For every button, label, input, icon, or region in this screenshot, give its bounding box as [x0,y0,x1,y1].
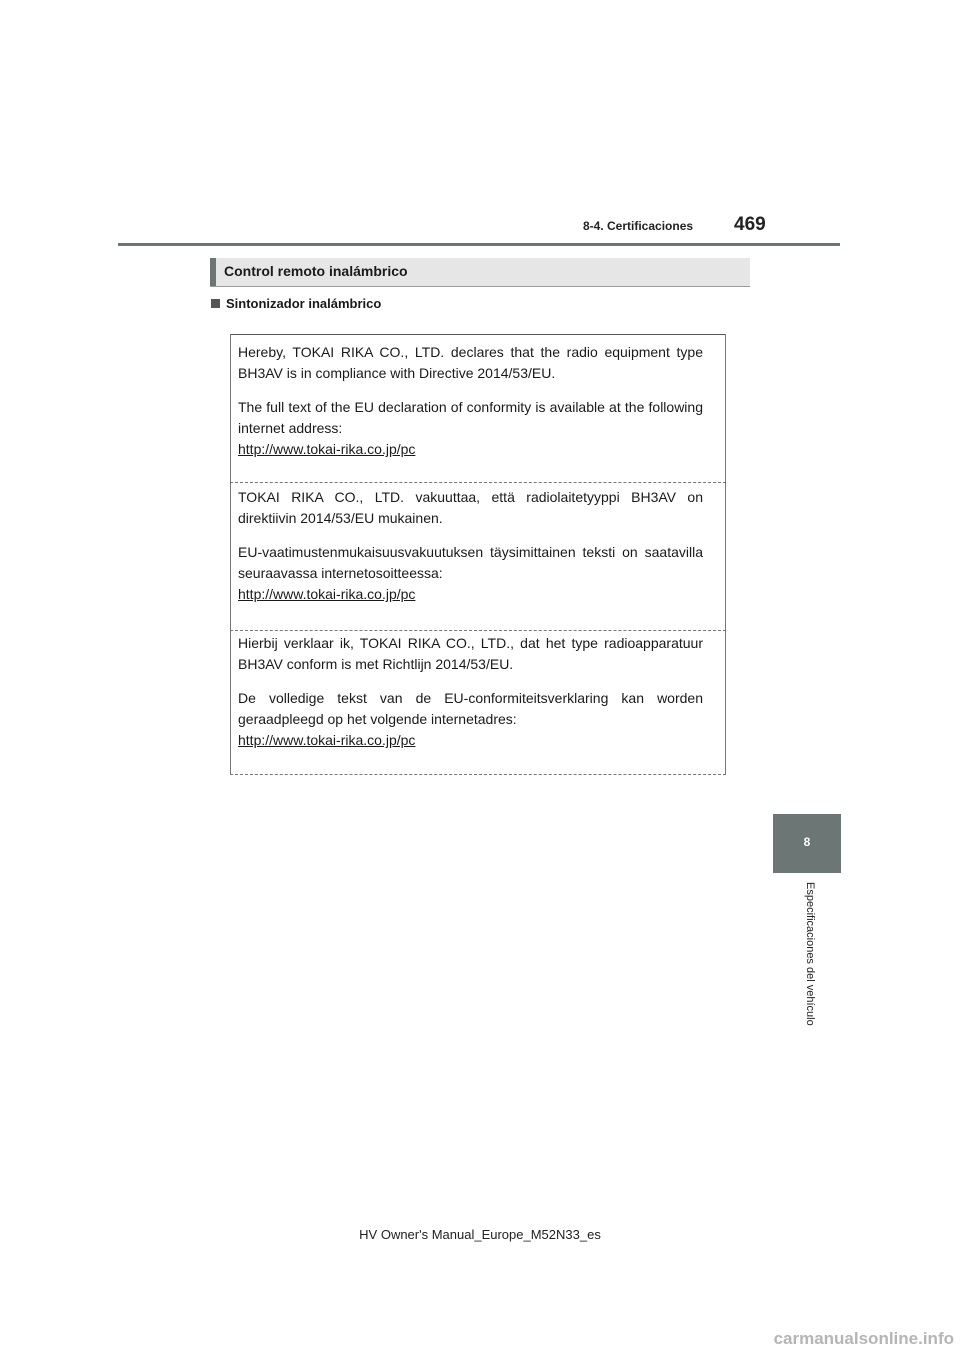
subsection-title: Sintonizador inalámbrico [226,296,382,311]
square-bullet-icon [211,299,220,308]
declaration-english-availability: The full text of the EU declaration of conformity is available at the following internet address: [238,399,703,436]
declaration-divider [230,482,726,483]
section-heading-accent-bar [210,258,216,286]
chapter-tab-number: 8 [803,835,811,849]
declaration-divider [230,630,726,631]
declaration-finnish-statement: TOKAI RIKA CO., LTD. vakuuttaa, että radiolaitetyyppi BH3AV on direktiivin 2014/53/EU mukainen. [238,489,703,526]
box-border-top [230,334,726,335]
declaration-finnish-url[interactable]: http://www.tokai-rika.co.jp/pc [238,586,416,602]
section-heading-box [210,258,750,287]
watermark: carmanualsonline.info [773,1329,954,1348]
declaration-dutch-statement: Hierbij verklaar ik, TOKAI RIKA CO., LTD., dat het type radioapparatuur BH3AV conform is met Richtlijn 2014/53/EU. [238,635,703,672]
section-title: Control remoto inalámbrico [224,263,408,279]
page-number: 469 [734,214,766,235]
header-rule [118,243,840,246]
box-border-bottom [230,774,726,775]
page-footer: HV Owner's Manual_Europe_M52N33_es [359,1227,601,1242]
declaration-english-statement: Hereby, TOKAI RIKA CO., LTD. declares that the radio equipment type BH3AV is in compliance with Directive 2014/53/EU. [238,344,703,381]
declaration-finnish [238,487,703,605]
chapter-side-label [804,882,818,1072]
chapter-side-label-text: Especificaciones del vehículo [804,882,816,1026]
box-border-left [230,334,231,775]
chapter-tab [773,814,841,873]
running-header-section: 8-4. Certificaciones [583,219,694,233]
declaration-english [238,342,703,460]
declaration-box [230,334,726,775]
declaration-english-url[interactable]: http://www.tokai-rika.co.jp/pc [238,441,416,457]
declaration-dutch-url[interactable]: http://www.tokai-rika.co.jp/pc [238,732,416,748]
subsection-heading [211,296,381,311]
declaration-finnish-availability: EU-vaatimustenmukaisuusvakuutuksen täysimittainen teksti on saatavilla seuraavassa internetosoitteessa: [238,544,703,581]
declaration-dutch-availability: De volledige tekst van de EU-conformiteitsverklaring kan worden geraadpleegd op het volgende internetadres: [238,690,703,727]
box-border-right [725,334,726,775]
declaration-dutch [238,633,703,751]
